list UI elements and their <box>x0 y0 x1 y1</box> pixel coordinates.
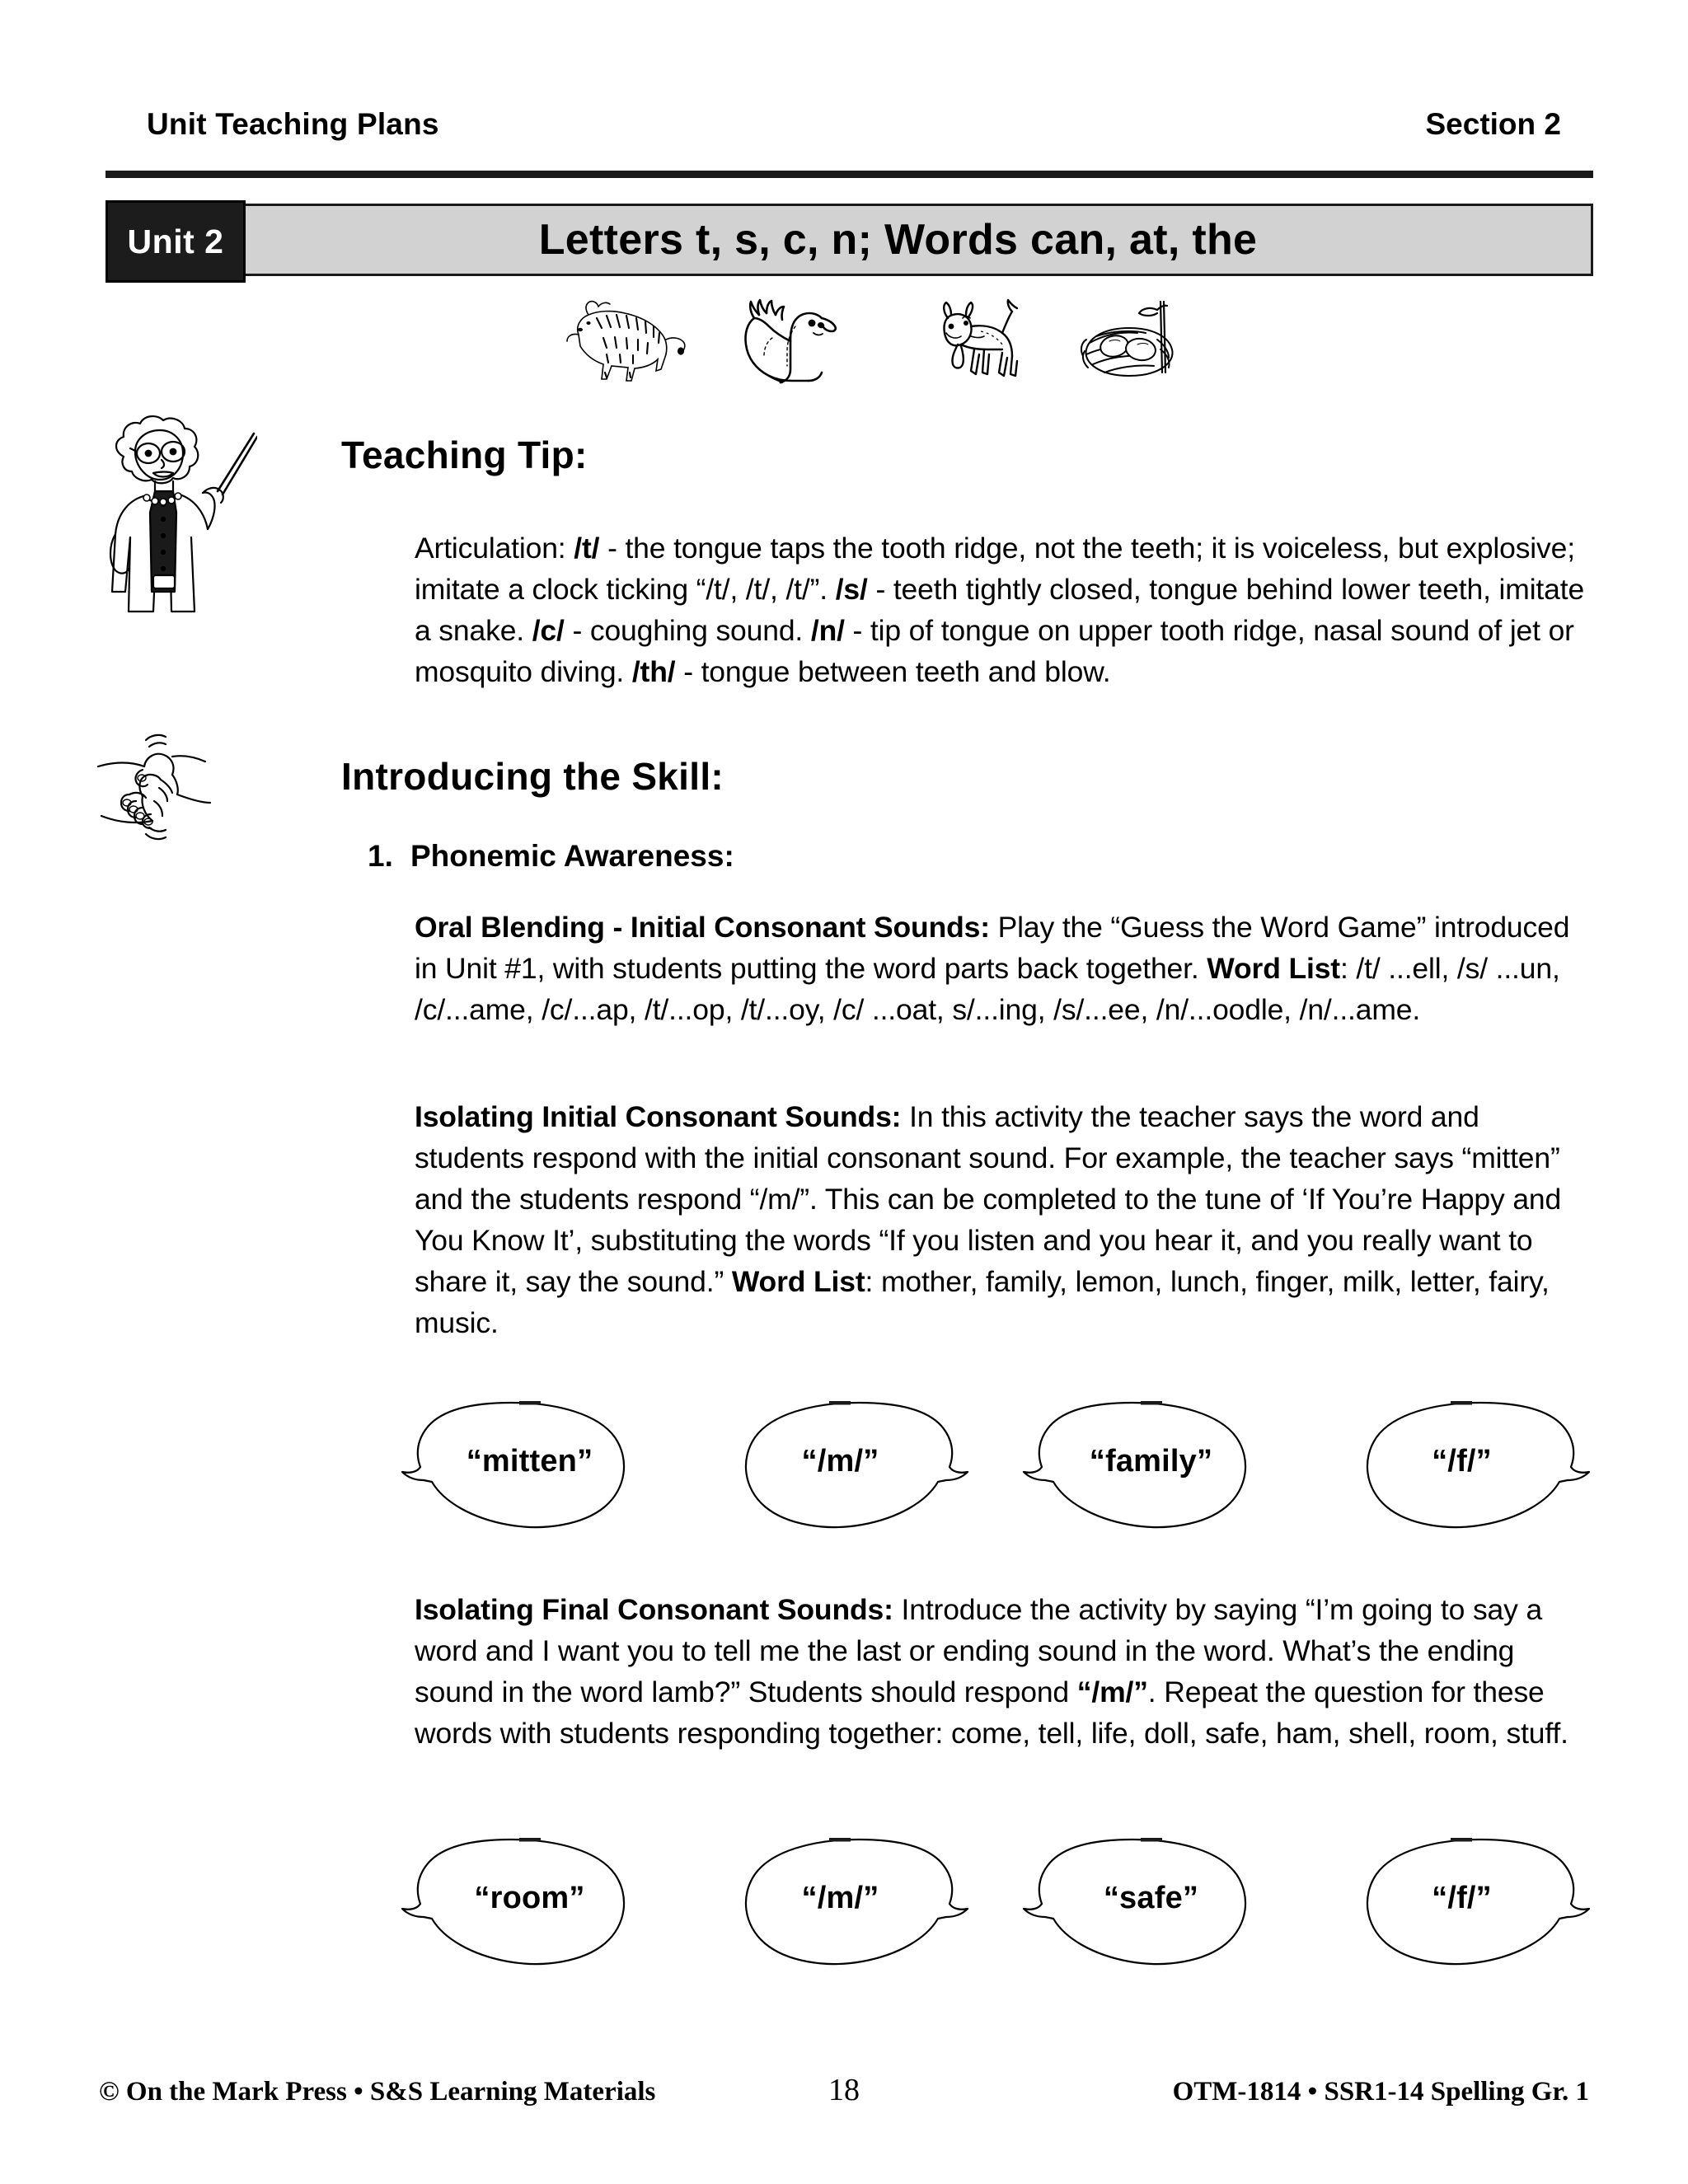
final-consonant-example-bubbles <box>396 1838 1595 1966</box>
emphasis-text: Oral Blending - Initial Consonant Sounds: <box>415 911 990 944</box>
unit-title-text: Letters t, s, c, n; Words can, at, the <box>538 216 1258 264</box>
body-text: - tip of tongue on upper tooth ridge, nasal sound of jet or mosquito diving. <box>415 614 1574 688</box>
oral-blending-paragraph <box>415 907 1583 1030</box>
body-text: : mother, family, lemon, lunch, finger, milk, letter, fairy, music. <box>415 1265 1550 1339</box>
speech-bubble-label: “/f/” <box>1432 1881 1492 1915</box>
emphasis-text: “/m/” <box>1076 1675 1148 1708</box>
header-left-label: Unit Teaching Plans <box>147 107 439 141</box>
body-text: : /t/ ...ell, /s/ ...un, /c/...ame, /c/...ap, /t/...op, /t/...oy, /c/ ...oat, s/...ing, /s/...ee, /n/...oodle, /n/...ame. <box>415 952 1560 1026</box>
page-header <box>147 107 1561 157</box>
speech-bubble-label: “room” <box>474 1881 585 1915</box>
body-text: - coughing sound. <box>564 614 811 647</box>
speech-bubble <box>706 1838 974 1966</box>
body-text: - tongue between teeth and blow. <box>675 655 1111 688</box>
emphasis-text: Word List <box>731 1265 865 1298</box>
speech-bubble <box>1017 1401 1285 1529</box>
page-footer <box>99 2073 1589 2115</box>
body-text: In this activity the teacher says the word and students respond with the initial consonant sound. For example, the teacher says “mitten” and the students respond “/m/”. This can be completed to the tune of ‘If You’re Happy and You Know It’, substituting the words “If you listen and you hear it, and you really want to share it, say the sound.” <box>415 1100 1562 1298</box>
seal-illustration <box>729 290 861 387</box>
unit-title <box>203 204 1593 276</box>
speech-bubble <box>1328 1401 1596 1529</box>
isolating-final-consonant-paragraph <box>415 1589 1585 1754</box>
body-text: - the tongue taps the tooth ridge, not the teeth; it is voiceless, but explosive; imitate a clock ticking “/t/, /t/, /t/”. <box>415 532 1575 606</box>
cow-illustration <box>898 290 1030 387</box>
articulation-paragraph <box>415 527 1585 692</box>
handshake-illustration <box>95 719 260 846</box>
speech-bubble <box>1328 1838 1596 1966</box>
speech-bubble-label: “/f/” <box>1432 1444 1492 1479</box>
tiger-illustration <box>560 290 692 387</box>
body-text: Articulation: <box>415 532 574 565</box>
phonemic-awareness-label: Phonemic Awareness: <box>410 839 734 873</box>
speech-bubble-label: “mitten” <box>466 1444 593 1479</box>
speech-bubble <box>396 1838 663 1966</box>
header-divider-rule <box>106 171 1593 178</box>
speech-bubble-label: “/m/” <box>801 1881 879 1915</box>
body-text: - teeth tightly closed, tongue behind lower teeth, imitate a snake. <box>415 573 1585 647</box>
page-number: 18 <box>828 2073 860 2107</box>
emphasis-text: Isolating Final Consonant Sounds: <box>415 1593 893 1626</box>
teaching-tip-heading: Teaching Tip: <box>341 434 588 476</box>
nest-illustration <box>1071 290 1203 387</box>
speech-bubble-label: “/m/” <box>801 1444 879 1479</box>
phonemic-awareness-item <box>368 839 734 874</box>
speech-bubble-label: “safe” <box>1103 1881 1199 1915</box>
emphasis-text: Isolating Initial Consonant Sounds: <box>415 1100 902 1133</box>
body-text: Play the “Guess the Word Game” introduced in Unit #1, with students putting the word parts back together. <box>415 911 1570 985</box>
speech-bubble <box>706 1401 974 1529</box>
emphasis-text: /t/ <box>574 532 600 565</box>
unit-number-label: Unit 2 <box>127 222 224 260</box>
emphasis-text: /s/ <box>835 573 868 606</box>
unit-title-bar <box>106 200 1593 283</box>
speech-bubble <box>1017 1838 1285 1966</box>
footer-copyright: © On the Mark Press • S&S Learning Materials <box>99 2077 656 2107</box>
body-text: Introduce the activity by saying “I’m going to say a word and I want you to tell me the last or ending sound in the word. What’s the ending sound in the word lamb?” Students should respond <box>415 1593 1543 1708</box>
header-right-label: Section 2 <box>1425 107 1561 141</box>
isolating-initial-consonant-paragraph <box>415 1096 1585 1343</box>
clipart-row <box>560 290 1212 387</box>
emphasis-text: /c/ <box>532 614 565 647</box>
emphasis-text: /n/ <box>810 614 845 647</box>
emphasis-text: Word List <box>1207 952 1340 985</box>
speech-bubble-label: “family” <box>1089 1444 1213 1479</box>
body-text: . Repeat the question for these words with students responding together: come, tell, life, doll, safe, ham, shell, room, stuff. <box>415 1675 1568 1750</box>
speech-bubble <box>396 1401 663 1529</box>
introducing-the-skill-heading: Introducing the Skill: <box>341 755 724 798</box>
footer-product-code: OTM-1814 • SSR1-14 Spelling Gr. 1 <box>1172 2077 1589 2107</box>
initial-consonant-example-bubbles <box>396 1401 1595 1529</box>
phonemic-awareness-number: 1. <box>368 839 393 873</box>
emphasis-text: /th/ <box>631 655 676 688</box>
teacher-with-pointer-illustration <box>92 405 257 620</box>
